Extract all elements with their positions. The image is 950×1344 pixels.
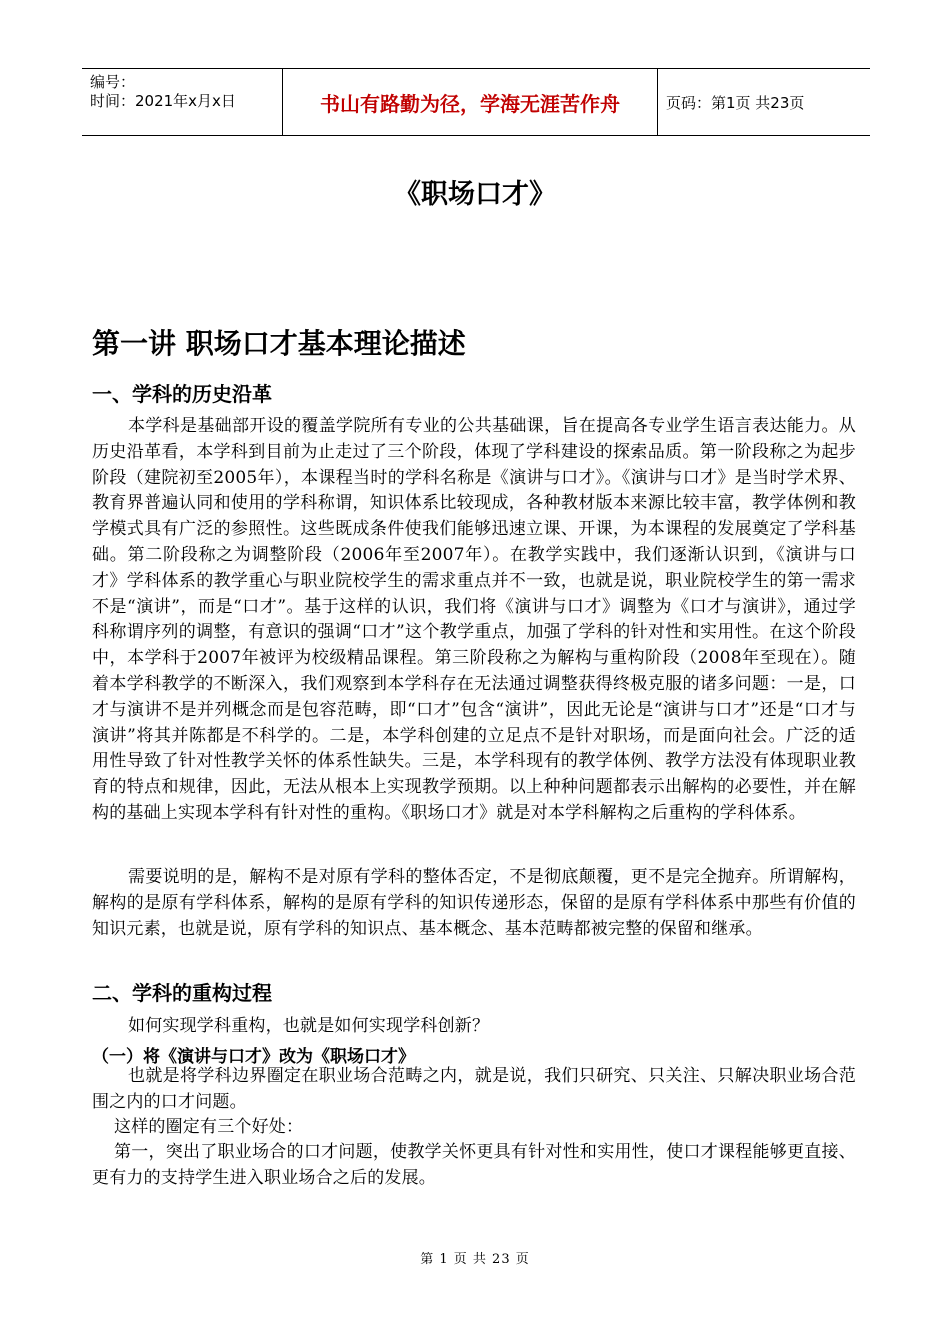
subsection-heading: （一）将《演讲与口才》改为《职场口才》: [92, 1047, 415, 1067]
section1-paragraph-2: 需要说明的是，解构不是对原有学科的整体否定，不是彻底颠覆，更不是完全抛弃。所谓解构，解构的是原有学科体系，解构的是原有学科的知识传递形态，保留的是原有学科体系中那些有价值的知识元素，也就是说，原有学科的知识点、基本概念、基本范畴都被完整的保留和继承。: [92, 867, 856, 939]
document-title: 《职场口才》: [394, 179, 556, 210]
page-footer: 第 1 页 共 23 页: [420, 1252, 530, 1267]
page-header: [82, 68, 870, 136]
section2-heading: 二、学科的重构过程: [92, 981, 272, 1005]
section1-heading: 一、学科的历史沿革: [92, 382, 272, 406]
code-label: 编号：: [90, 73, 136, 91]
section2-paragraph-2: 也就是将学科边界圈定在职业场合范畴之内，就是说，我们只研究、只关注、只解决职业场合范围之内的口才问题。: [92, 1066, 856, 1112]
section2-paragraph-1: 如何实现学科重构，也就是如何实现学科创新？: [128, 1016, 490, 1036]
lecture-heading: 第一讲 职场口才基本理论描述: [92, 327, 466, 360]
section2-paragraph-3: 这样的圈定有三个好处：: [114, 1117, 304, 1137]
header-left-cell: [82, 69, 282, 135]
section1-paragraph-1: 本学科是基础部开设的覆盖学院所有专业的公共基础课，旨在提高各专业学生语言表达能力。从历史沿革看，本学科到目前为止走过了三个阶段，体现了学科建设的探索品质。第一阶段称之为起步阶段（建院初至2005年），本课程当时的学科名称是《演讲与口才》。《演讲与口才》是当时学术界、教育界普遍认同和使用的学科称谓，知识体系比较现成，各种教材版本来源比较丰富，教学体例和教学模式具有广泛的参照性。这些既成条件使我们能够迅速立课、开课，为本课程的发展奠定了学科基础。第二阶段称之为调整阶段（2006年至2007年）。在教学实践中，我们逐渐认识到，《演讲与口才》学科体系的教学重心与职业院校学生的需求重点并不一致，也就是说，职业院校学生的第一需求不是“演讲”，而是“口才”。基于这样的认识，我们将《演讲与口才》调整为《口才与演讲》，通过学科称谓序列的调整，有意识的强调“口才”这个教学重点，加强了学科的针对性和实用性。在这个阶段中，本学科于2007年被评为校级精品课程。第三阶段称之为解构与重构阶段（2008年至现在）。随着本学科教学的不断深入，我们观察到本学科存在无法通过调整获得终极克服的诸多问题：一是，口才与演讲不是并列概念而是包容范畴，即“口才”包含“演讲”，因此无论是“演讲与口才”还是“口才与演讲”将其并陈都是不科学的。二是，本学科创建的立足点不是针对职场，而是面向社会。广泛的适用性导致了针对性教学关怀的体系性缺失。三是，本学科现有的教学体例、教学方法没有体现职业教育的特点和规律，因此，无法从根本上实现教学预期。以上种种问题都表示出解构的必要性，并在解构的基础上实现本学科有针对性的重构。《职场口才》就是对本学科解构之后重构的学科体系。: [92, 416, 856, 823]
header-motto: 书山有路勤为径，学海无涯苦作舟: [282, 69, 658, 135]
header-page-info: 页码：第1页 共23页: [666, 93, 805, 112]
time-label: 时间：2021年x月x日: [90, 92, 236, 110]
section2-paragraph-4: 第一，突出了职业场合的口才问题，使教学关怀更具有针对性和实用性，使口才课程能够更直接、更有力的支持学生进入职业场合之后的发展。: [92, 1142, 856, 1188]
